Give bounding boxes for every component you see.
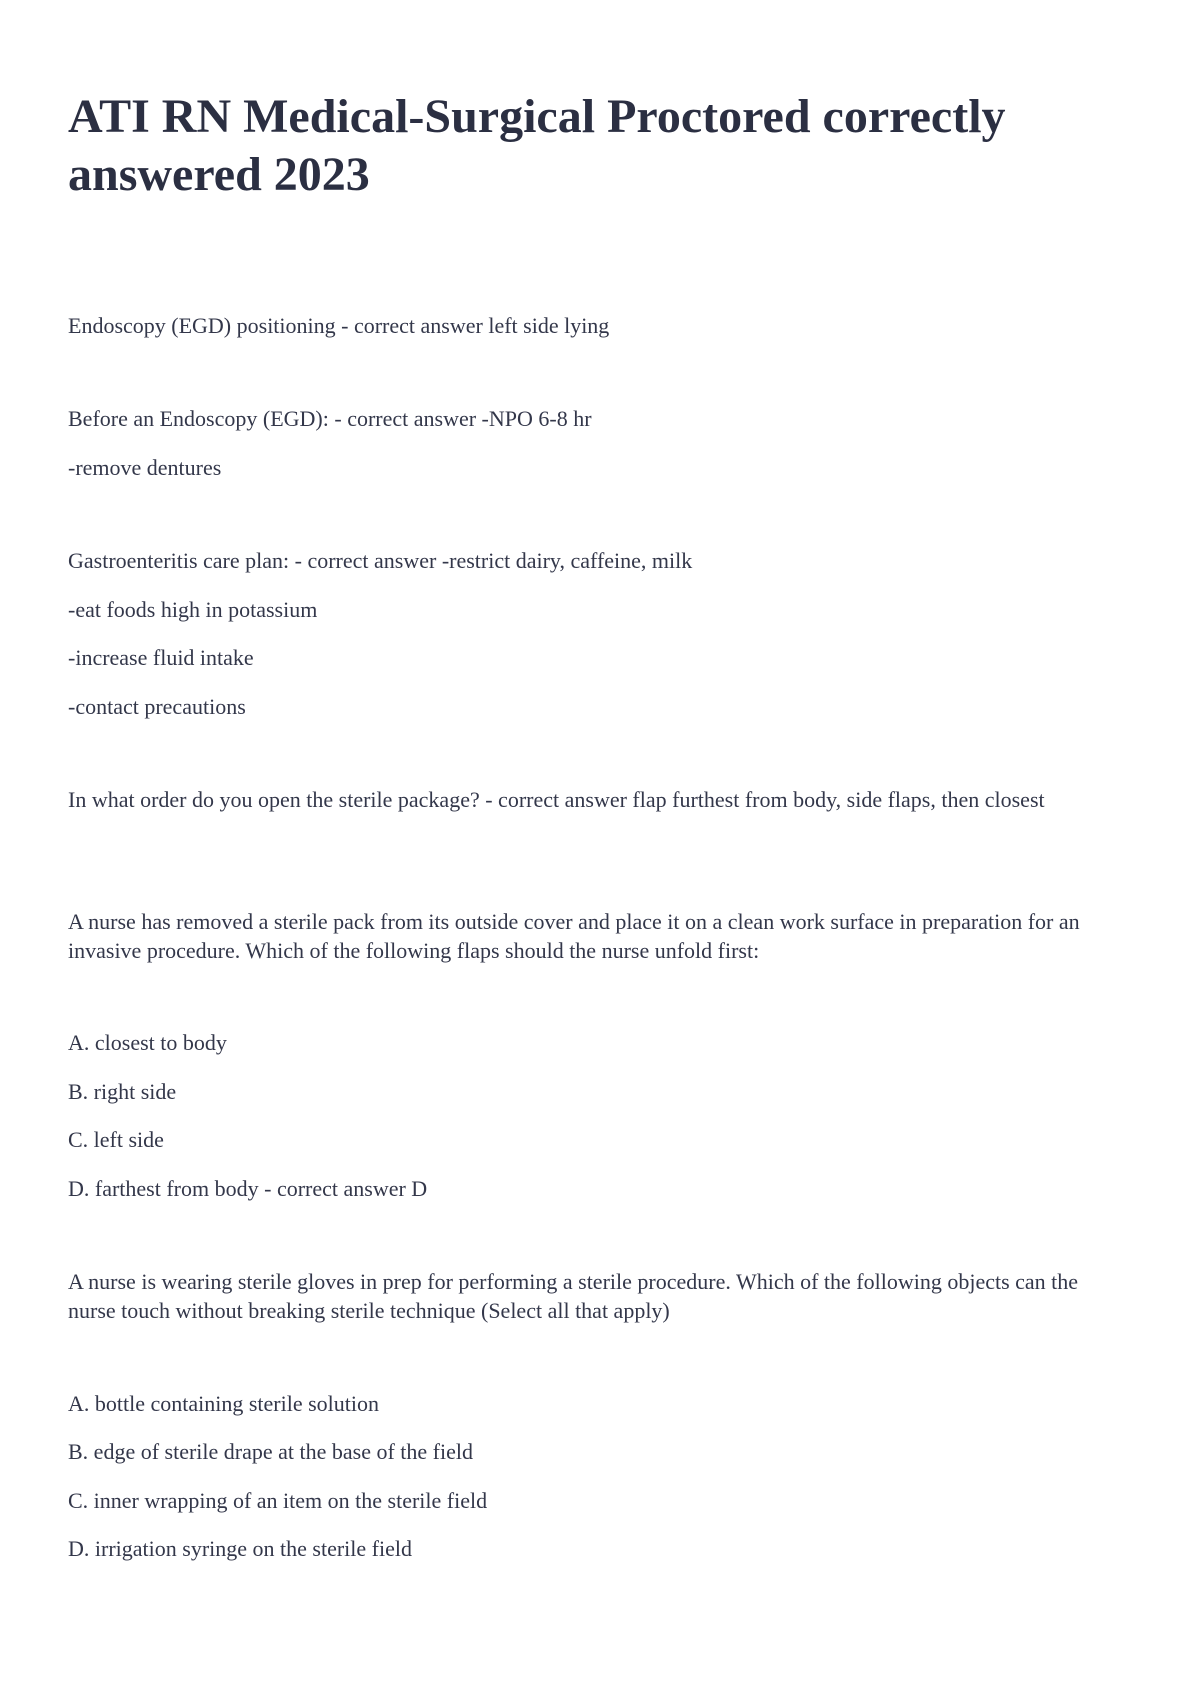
answer-option: B. right side bbox=[68, 1079, 177, 1104]
answer-option: B. edge of sterile drape at the base of the field bbox=[68, 1439, 474, 1464]
text-line: Gastroenteritis care plan: - correct answer -restrict dairy, caffeine, milk bbox=[68, 548, 693, 573]
text-line: Endoscopy (EGD) positioning - correct answer left side lying bbox=[68, 313, 610, 338]
question-text: A nurse has removed a sterile pack from its outside cover and place it on a clean work surface in preparation for an invasive procedure. Which of the following flaps should the nurse unfold first: bbox=[68, 909, 1080, 963]
answer-option: A. bottle containing sterile solution bbox=[68, 1391, 380, 1416]
answer-option: D. irrigation syringe on the sterile field bbox=[68, 1536, 412, 1561]
answer-option: C. left side bbox=[68, 1127, 164, 1152]
text-line: -remove dentures bbox=[68, 455, 222, 480]
text-line: Before an Endoscopy (EGD): - correct answer -NPO 6-8 hr bbox=[68, 406, 592, 431]
question-text: A nurse is wearing sterile gloves in prep for performing a sterile procedure. Which of the following objects can the nurse touch without breaking sterile technique (Select all that apply) bbox=[68, 1269, 1079, 1323]
document-title: ATI RN Medical-Surgical Proctored correctly answered 2023 bbox=[68, 90, 1006, 201]
text-line: -increase fluid intake bbox=[68, 645, 254, 670]
answer-option: D. farthest from body - correct answer D bbox=[68, 1176, 428, 1201]
answer-option: C. inner wrapping of an item on the sterile field bbox=[68, 1488, 488, 1513]
text-line: -contact precautions bbox=[68, 694, 246, 719]
answer-option: A. closest to body bbox=[68, 1030, 227, 1055]
text-line: -eat foods high in potassium bbox=[68, 597, 318, 622]
text-paragraph: In what order do you open the sterile package? - correct answer flap furthest from body, side flaps, then closest bbox=[68, 787, 1045, 812]
